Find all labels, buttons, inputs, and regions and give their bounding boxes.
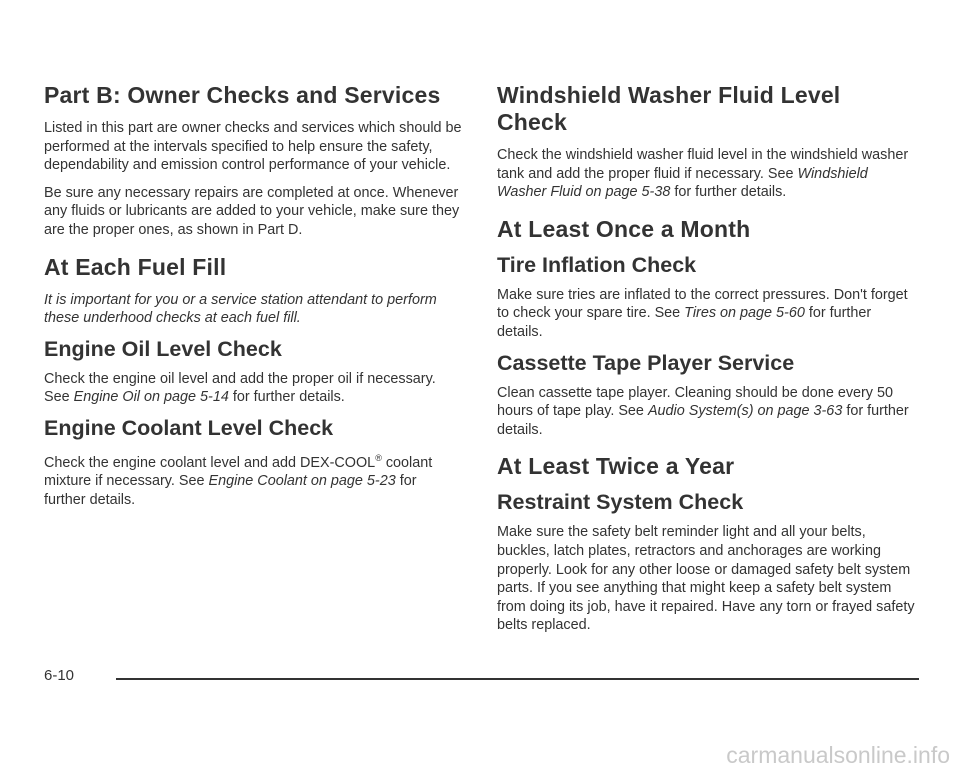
text: Clean cassette tape player. Cleaning should be done every 50 hours of tape play. See xyxy=(497,384,894,420)
paragraph-listed: Listed in this part are owner checks and services which should be performed at the intervals specified to help ensure the safety, dependability and emission control performance of your vehicle. xyxy=(44,120,462,174)
heading-once-a-month: At Least Once a Month xyxy=(497,215,751,242)
link-audio-system[interactable]: Audio System(s) on page 3-63 xyxy=(647,403,843,420)
link-tires[interactable]: Tires on page 5-60 xyxy=(684,305,805,322)
text: Check the engine oil level and add the proper oil if necessary. See xyxy=(44,370,436,406)
right-column xyxy=(497,82,917,644)
text: for further details. xyxy=(44,473,417,508)
text: Check the windshield washer fluid level in the windshield washer tank and add the proper fluid if necessary. See xyxy=(497,147,909,182)
text: coolant mixture if necessary. See xyxy=(44,454,433,490)
link-engine-coolant[interactable]: Engine Coolant on page 5-23 xyxy=(208,473,396,490)
text: for further details. xyxy=(497,403,909,438)
text: for further details. xyxy=(497,305,872,340)
paragraph-important: It is important for you or a service station attendant to perform these underhood checks at each fuel fill. xyxy=(44,291,437,327)
text: for further details. xyxy=(228,389,345,406)
text: for further details. xyxy=(670,184,787,201)
link-engine-oil[interactable]: Engine Oil on page 5-14 xyxy=(73,389,229,406)
page-footer xyxy=(44,667,919,687)
heading-washer: Windshield Washer Fluid Level Check xyxy=(497,82,841,135)
heading-cassette: Cassette Tape Player Service xyxy=(497,350,795,375)
paragraph-repairs: Be sure any necessary repairs are completed at once. Whenever any fluids or lubricants are added to your vehicle, make sure they are the proper ones, as shown in Part D. xyxy=(44,184,460,238)
registered-mark: ® xyxy=(375,452,382,463)
heading-coolant: Engine Coolant Level Check xyxy=(44,415,334,440)
paragraph-washer xyxy=(497,146,917,202)
paragraph-coolant xyxy=(44,449,462,510)
page-number: 6-10 xyxy=(44,667,75,684)
heading-tire-inflation: Tire Inflation Check xyxy=(497,252,697,277)
heading-engine-oil: Engine Oil Level Check xyxy=(44,336,282,361)
watermark: carmanualsonline.info xyxy=(726,742,950,768)
paragraph-cassette xyxy=(497,384,917,440)
link-washer-fluid[interactable]: Windshield Washer Fluid on page 5-38 xyxy=(497,165,868,201)
heading-twice-a-year: At Least Twice a Year xyxy=(497,453,735,480)
text: Check the engine coolant level and add DEX-COOL xyxy=(44,454,376,471)
paragraph-engine-oil xyxy=(44,370,462,407)
text: Make sure tries are inflated to the correct pressures. Don't forget to check your spare tire. See xyxy=(497,286,908,322)
left-column xyxy=(44,82,462,519)
heading-fuel-fill: At Each Fuel Fill xyxy=(44,253,227,280)
footer-rule xyxy=(116,678,919,680)
paragraph-restraint: Make sure the safety belt reminder light and all your belts, buckles, latch plates, retractors and anchorages are working properly. Look for any other loose or damaged safety belt system parts. If you see anything that might keep a safety belt system from doing its job, have it repaired. Have any torn or frayed safety belts replaced. xyxy=(497,524,915,634)
paragraph-tire xyxy=(497,286,917,342)
heading-restraint: Restraint System Check xyxy=(497,490,744,515)
heading-part-b: Part B: Owner Checks and Services xyxy=(44,82,441,108)
